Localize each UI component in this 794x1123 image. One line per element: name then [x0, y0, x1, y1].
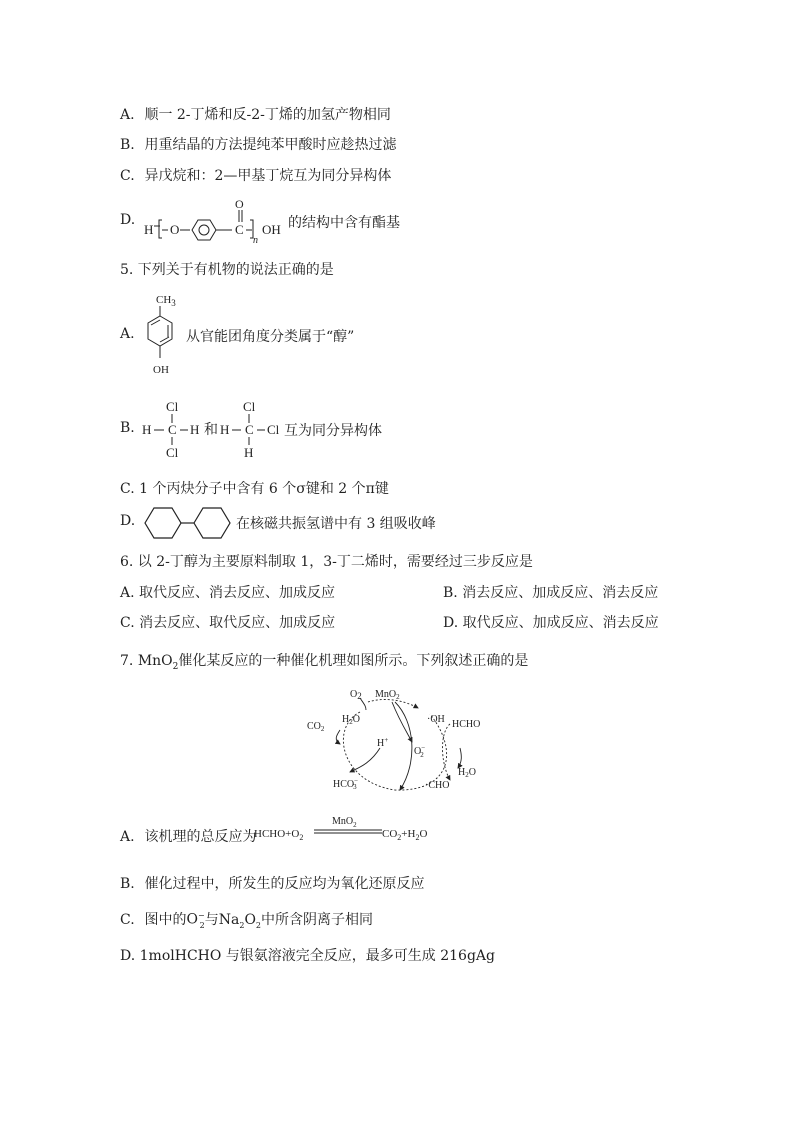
q4-option-d-label: [120, 212, 140, 228]
option-label: C.: [120, 481, 135, 497]
formula-h: H: [144, 222, 154, 237]
label-hco3: HCO− 3: [333, 777, 359, 791]
svg-text:C: C: [245, 422, 254, 437]
formula-oh: OH: [262, 222, 281, 237]
formula-n: n: [253, 235, 258, 246]
and-text: 和: [204, 422, 218, 438]
svg-text:H: H: [190, 422, 200, 437]
q7-option-d: D. 1molHCHO 与银氨溶液完全反应，最多可生成 216gAg: [120, 948, 495, 964]
option-label: B.: [120, 137, 135, 153]
label-mno2: MnO$_2$: [375, 689, 400, 701]
option-text: 1 个丙炔分子中含有 6 个σ键和 2 个π键: [139, 481, 389, 497]
q7-option-c: C. 图中的$O^-_2$与$Na_2O_2$中所含阴离子相同: [120, 911, 374, 930]
q5-option-c: [120, 478, 389, 498]
formula-c: C: [235, 222, 244, 237]
svg-text:H: H: [142, 422, 152, 437]
q7-stem: 7. MnO$_2$催化某反应的一种催化机理如图所示。下列叙述正确的是: [120, 653, 529, 672]
option-label: D.: [120, 212, 136, 228]
polyester-structure: [140, 196, 290, 246]
q6-option-d: D. 取代反应、加成反应、消去反应: [443, 615, 659, 631]
option-label: A.: [120, 326, 135, 342]
option-label: A.: [120, 107, 135, 123]
option-text: 用重结晶的方法提纯苯甲酸时应趁热过滤: [144, 137, 397, 153]
option-label: B.: [120, 420, 135, 436]
ch3-label: $CH_3$: [156, 294, 176, 308]
option-text: 顺一 2-丁烯和反-2-丁烯的加氢产物相同: [144, 107, 391, 123]
bicyclohexyl-structure: [142, 504, 234, 542]
option-label: D.: [120, 513, 136, 529]
superoxide-formula: $O^-_2$: [186, 911, 205, 930]
formula-carbonyl-o: O: [235, 197, 244, 211]
option-text: 异戊烷和：2—甲基丁烷互为同分异构体: [144, 168, 392, 184]
p-cresol-structure: [140, 290, 186, 382]
label-hplus: H+: [377, 736, 389, 749]
svg-text:CO2+H2O: $CO_2+H_2O$: [382, 828, 428, 842]
q4-option-c: [120, 165, 391, 185]
catalysis-mechanism-diagram: [300, 682, 500, 797]
formula-o: O: [170, 222, 180, 237]
svg-text:H: H: [244, 445, 254, 460]
q7-option-b: B. 催化过程中，所发生的反应均为氧化还原反应: [120, 876, 425, 892]
q5-option-a-label: [120, 326, 140, 342]
q5-option-d-text: 在核磁共振氢谱中有 3 组吸收峰: [236, 516, 436, 532]
q6-option-a: A. 取代反应、消去反应、加成反应: [120, 585, 336, 601]
label-h2o-product: $H_2O$: [458, 767, 476, 779]
q5-option-a-text: 从官能团角度分类属于“醇”: [186, 329, 355, 345]
svg-text:MnO2: MnO$_2$: [332, 816, 357, 829]
svg-text:Cl: Cl: [267, 422, 280, 437]
label-o2: O2: [350, 689, 362, 701]
svg-text:HCHO+O2: $HCHO+O_2$: [254, 828, 304, 842]
label-co2: $CO_2$: [307, 721, 325, 733]
q4-option-a: [120, 104, 391, 124]
label-cho: ·CHO: [425, 780, 450, 791]
mno2-formula: MnO$_2$: [137, 653, 179, 672]
label-h2o: $H_2O$: [342, 714, 360, 726]
q6-stem: 6. 以 2-丁醇为主要原料制取 1，3-丁二烯时，需要经过三步反应是: [120, 554, 533, 570]
svg-text:Cl: Cl: [166, 445, 179, 460]
svg-text:C: C: [168, 422, 177, 437]
svg-text:H: H: [220, 422, 230, 437]
oh-label: OH: [153, 364, 169, 376]
q7-option-a: A. 该机理的总反应为: [120, 829, 257, 845]
svg-text:Cl: Cl: [166, 399, 179, 414]
q5-option-b-label: [120, 420, 140, 436]
q4-option-d-text: 的结构中含有酯基: [288, 215, 400, 231]
svg-text:Cl: Cl: [243, 399, 256, 414]
q5-stem: 5. 下列关于有机物的说法正确的是: [120, 262, 334, 278]
option-label: C.: [120, 168, 135, 184]
overall-reaction-equation: [254, 812, 454, 846]
sodium-peroxide-formula: $Na_2O_2$: [218, 912, 262, 930]
q4-option-b: [120, 134, 396, 154]
q6-option-c: C. 消去反应、取代反应、加成反应: [120, 615, 336, 631]
q5-option-d-label: [120, 513, 135, 529]
label-oh: ·OH: [427, 714, 445, 725]
q6-option-b: B. 消去反应、加成反应、消去反应: [443, 585, 659, 601]
label-hcho: HCHO: [452, 719, 481, 730]
q5-option-b-text: 互为同分异构体: [284, 423, 382, 439]
label-o2-minus: O− 2: [414, 744, 426, 759]
